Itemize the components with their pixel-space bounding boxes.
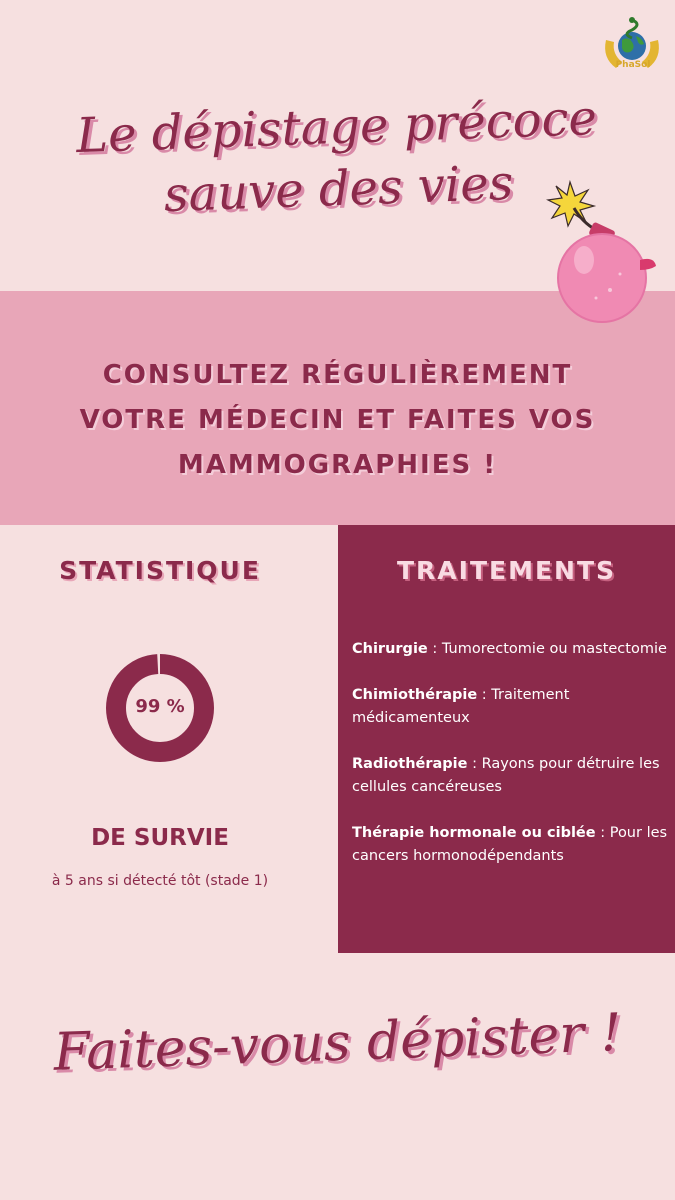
title-line-2: sauve des vies [162, 154, 515, 224]
statistique-heading: STATISTIQUE [59, 556, 261, 585]
treatment-name: Chirurgie [352, 641, 428, 657]
survival-caption: DE SURVIE [91, 825, 229, 851]
phasol-logo-icon [598, 14, 666, 82]
survival-rate-value: 99 % [135, 696, 185, 717]
treatment-description: : Rayons pour détruire les cellules cancéreuses [352, 756, 660, 795]
title-line-1: Le dépistage précoce [75, 89, 598, 165]
treatment-description: : Tumorectomie ou mastectomie [427, 641, 667, 657]
treatment-item-chimiotherapie [352, 684, 670, 730]
treatment-item-therapie-hormonale [352, 822, 670, 868]
treatment-list [352, 638, 670, 891]
footer-call-to-action: Faites-vous dépister ! [52, 1003, 623, 1083]
treatment-item-chirurgie [352, 638, 670, 661]
logo-text: PhaSol [615, 60, 651, 70]
treatment-name: Chimiothérapie [352, 687, 478, 703]
survival-subcaption: à 5 ans si détecté tôt (stade 1) [51, 873, 269, 889]
pink-bomb-icon [540, 178, 665, 326]
treatment-description: : Traitement médicamenteux [352, 687, 570, 726]
treatment-item-radiotherapie [352, 753, 670, 799]
banner-line-1: CONSULTEZ RÉGULIÈREMENT [102, 360, 573, 390]
banner-line-3: MAMMOGRAPHIES ! [177, 450, 498, 480]
banner-line-2: VOTRE MÉDECIN ET FAITES VOS [79, 405, 596, 435]
banner-message [40, 353, 635, 488]
traitements-heading: TRAITEMENTS [396, 556, 617, 585]
treatment-description: : Pour les cancers hormonodépendants [352, 825, 668, 864]
treatment-name: Radiothérapie [352, 756, 468, 772]
treatment-name: Thérapie hormonale ou ciblée [352, 825, 596, 841]
